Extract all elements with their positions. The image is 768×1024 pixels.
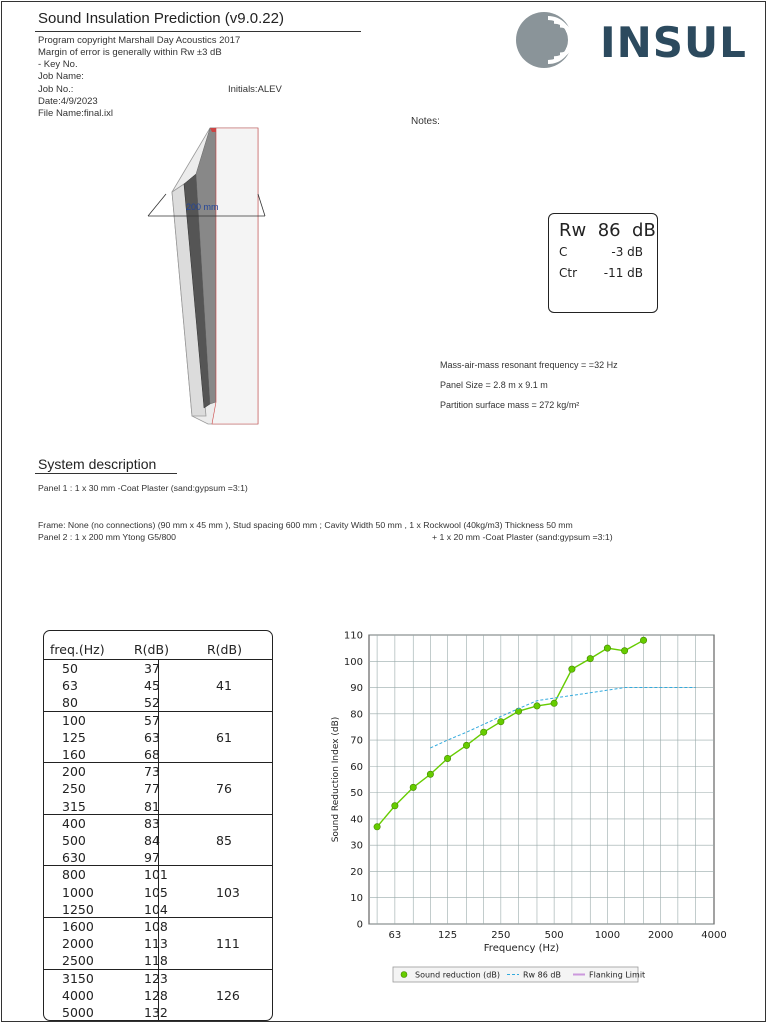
ctr-value: -11 dB [603,266,643,280]
y-tick-label: 80 [350,709,363,721]
r-third-octave-cell: 77 [144,781,160,797]
data-point [480,729,486,735]
legend-label: Sound reduction (dB) [415,970,500,980]
data-point [640,637,646,643]
legend-marker [401,972,407,978]
x-axis-label: Frequency (Hz) [483,943,560,954]
r-third-octave-cell: 63 [144,729,160,745]
insul-logo-icon [512,8,596,77]
key-no: - Key No. [38,59,78,70]
data-point [551,700,557,706]
data-point [498,719,504,725]
data-point [392,803,398,809]
freq-cell: 5000 [62,1004,94,1020]
freq-cell: 3150 [62,970,94,986]
rw-label: Rw [559,220,587,241]
frame-description: Frame: None (no connections) (90 mm x 45 mm ), Stud spacing 600 mm ; Cavity Width 50 mm , 1 x Rockwool (40kg/m3) Thickness 50 mm [38,520,573,530]
header-r-octave: R(dB) [207,642,242,657]
x-tick-label: 125 [437,930,458,941]
data-point [374,824,380,830]
copyright-text: Program copyright Marshall Day Acoustics 2017 [38,35,241,46]
freq-cell: 63 [62,678,78,694]
c-label: C [559,245,568,259]
freq-cell: 400 [62,815,86,831]
legend-label: Rw 86 dB [523,970,561,980]
c-value: -3 dB [611,245,643,259]
y-tick-label: 10 [350,893,363,905]
freq-cell: 315 [62,798,86,814]
freq-cell: 80 [62,695,78,711]
x-tick-label: 2000 [647,930,674,941]
r-octave-cell: 103 [216,884,240,900]
margin-text: Margin of error is generally within Rw ±3 dB [38,47,222,58]
panel-size: Panel Size = 2.8 m x 9.1 m [440,380,548,390]
y-tick-label: 0 [356,919,363,931]
y-tick-label: 60 [350,761,363,773]
y-tick-label: 90 [350,683,363,695]
data-point [587,655,593,661]
panel1-description: Panel 1 : 1 x 30 mm -Coat Plaster (sand:gypsum =3:1) [38,483,248,493]
freq-cell: 500 [62,832,86,848]
freq-cell: 1000 [62,884,94,900]
insul-logo-text: INSUL [600,18,747,67]
y-tick-label: 50 [350,788,363,800]
freq-cell: 630 [62,850,86,866]
table-group [44,659,272,711]
freq-cell: 50 [62,661,78,676]
freq-cell: 125 [62,729,86,745]
r-third-octave-cell: 37 [144,661,160,676]
r-third-octave-cell: 118 [144,953,168,969]
table-group [44,865,272,917]
r-octave-cell: 111 [216,936,240,952]
plot-area [369,635,714,924]
r-octave-cell: 126 [216,987,240,1003]
r-third-octave-cell: 105 [144,884,168,900]
results-table [43,630,273,1021]
r-third-octave-cell: 45 [144,678,160,694]
job-no: Job No.: [38,84,74,95]
rw-rating [559,220,656,241]
rw-unit: dB [632,220,656,241]
table-group [44,917,272,969]
system-description-underline [35,473,177,474]
freq-cell: 800 [62,867,86,883]
r-third-octave-cell: 101 [144,867,168,883]
table-group [44,711,272,763]
system-description-title: System description [38,456,157,472]
x-tick-label: 500 [544,930,564,941]
header-freq: freq.(Hz) [50,642,105,657]
freq-cell: 4000 [62,987,94,1003]
r-third-octave-cell: 108 [144,919,168,934]
r-third-octave-cell: 52 [144,695,160,711]
x-tick-label: 63 [388,930,402,941]
page-title: Sound Insulation Prediction (v9.0.22) [38,10,284,27]
freq-cell: 2000 [62,936,94,952]
x-tick-label: 1000 [594,930,621,941]
y-tick-label: 20 [350,866,363,878]
r-third-octave-cell: 132 [144,1004,168,1020]
initials: Initials:ALEV [228,84,282,95]
sound-reduction-chart [325,625,727,990]
y-axis-label: Sound Reduction Index (dB) [331,716,341,843]
r-third-octave-cell: 123 [144,970,168,986]
y-tick-label: 70 [350,735,363,747]
r-third-octave-cell: 73 [144,764,160,780]
r-third-octave-cell: 68 [144,746,160,762]
job-name: Job Name: [38,71,84,82]
y-tick-label: 40 [350,814,363,826]
freq-cell: 2500 [62,953,94,969]
data-point [604,645,610,651]
table-group [44,814,272,866]
data-point [463,742,469,748]
data-point [444,755,450,761]
y-tick-label: 30 [350,840,363,852]
panel2-extra-description: + 1 x 20 mm -Coat Plaster (sand:gypsum =3:1) [432,532,613,542]
x-tick-label: 250 [491,930,511,941]
data-point [427,771,433,777]
data-point [621,648,627,654]
rating-box [548,213,658,313]
title-underline [35,31,361,32]
notes-label: Notes: [411,116,440,127]
x-tick-label: 4000 [701,930,727,941]
r-third-octave-cell: 81 [144,798,160,814]
data-point [410,784,416,790]
r-third-octave-cell: 84 [144,832,160,848]
freq-cell: 1600 [62,919,94,934]
freq-cell: 1250 [62,901,94,917]
r-third-octave-cell: 113 [144,936,168,952]
r-octave-cell: 76 [216,781,232,797]
r-octave-cell: 85 [216,832,232,848]
ctr-label: Ctr [559,266,578,280]
r-octave-cell: 61 [216,729,232,745]
file-name: File Name:final.ixl [38,108,113,119]
resonant-frequency: Mass-air-mass resonant frequency = =32 Hz [440,360,618,370]
r-third-octave-cell: 104 [144,901,168,917]
ctr-row [559,266,577,280]
c-row [559,245,567,259]
rw-value: 86 [597,220,621,241]
freq-cell: 160 [62,746,86,762]
surface-mass: Partition surface mass = 272 kg/m² [440,400,580,410]
panel2-description: Panel 2 : 1 x 200 mm Ytong G5/800 [38,532,176,542]
y-tick-label: 110 [343,630,363,642]
r-third-octave-cell: 83 [144,815,160,831]
freq-cell: 250 [62,781,86,797]
table-group [44,969,272,1021]
dimension-label: 200 mm [186,202,219,212]
table-group [44,762,272,814]
date: Date:4/9/2023 [38,96,98,107]
freq-cell: 100 [62,712,86,728]
r-third-octave-cell: 57 [144,712,160,728]
freq-cell: 200 [62,764,86,780]
data-point [534,703,540,709]
data-point [569,666,575,672]
legend-label: Flanking Limit [589,970,646,980]
wall-illustration [140,122,270,433]
r-octave-cell: 41 [216,678,232,694]
r-third-octave-cell: 97 [144,850,160,866]
r-third-octave-cell: 128 [144,987,168,1003]
header-r-third-octave: R(dB) [134,642,169,657]
y-tick-label: 100 [343,656,363,668]
